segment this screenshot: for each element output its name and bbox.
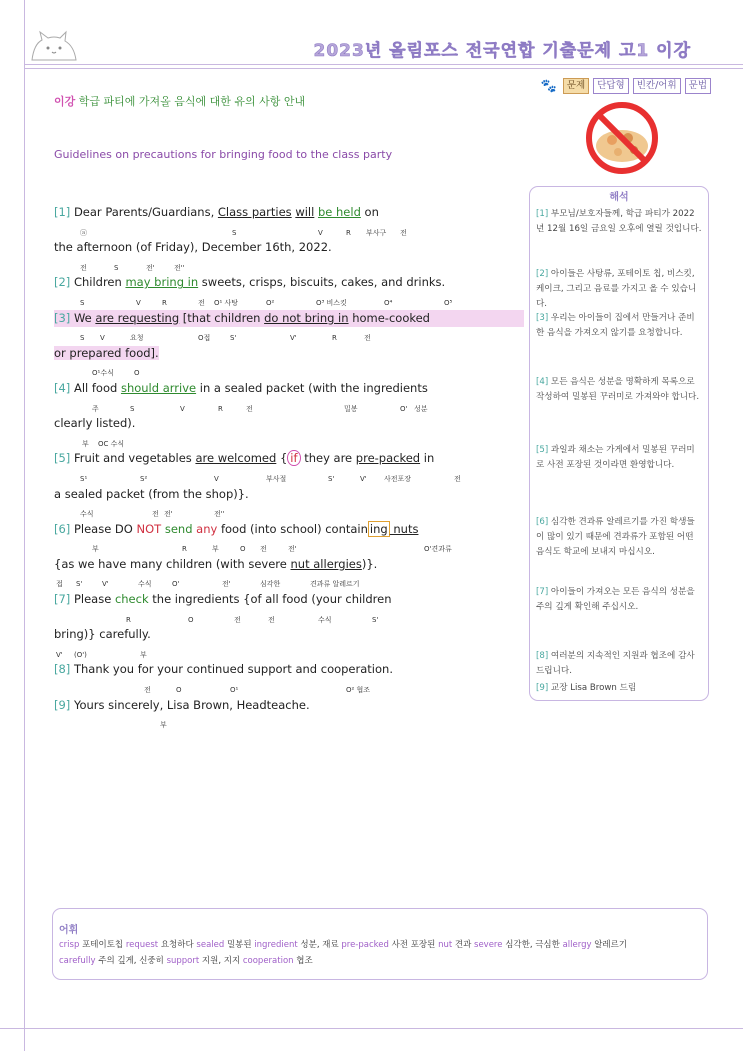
- gloss: 전': [146, 263, 155, 272]
- vocab-word: carefully: [59, 956, 96, 966]
- gloss: 전: [364, 334, 371, 343]
- vocab-meaning: 요청하다: [160, 940, 194, 950]
- translation-item: [536, 515, 702, 560]
- translation-item: [536, 375, 702, 405]
- sentence-6: [54, 521, 524, 539]
- vocab-word: support: [166, 956, 200, 966]
- text: the ingredients {of all food (your children: [148, 592, 392, 607]
- text: We: [73, 310, 96, 325]
- vocab-meaning: 밀봉된: [226, 940, 252, 950]
- gloss-5: [54, 468, 524, 486]
- text: they are: [300, 451, 356, 466]
- vocab-meaning: 알레르기: [594, 940, 628, 950]
- translation-text: 과일과 채소는 가게에서 밀봉된 꾸러미로 사전 포장된 것이라면 환영합니다.: [536, 445, 695, 470]
- text: will: [295, 205, 315, 219]
- vocab-meaning: 심각한, 극심한: [505, 940, 560, 950]
- text: food (into school) contain: [217, 521, 368, 536]
- translation-item: [536, 649, 702, 679]
- gloss: V': [360, 474, 367, 483]
- gloss: O⁵: [444, 298, 453, 307]
- gloss: 전: [234, 615, 241, 624]
- tab-blank-vocab[interactable]: 빈칸/어휘: [633, 78, 681, 94]
- gloss: 부사절: [266, 474, 287, 483]
- no-food-icon: [582, 98, 662, 178]
- tab-short-answer[interactable]: 단답형: [593, 78, 629, 94]
- gloss: O': [172, 580, 180, 589]
- gloss: 전: [454, 474, 461, 483]
- translation-text: 모든 음식은 성분을 명확하게 목록으로 작성하여 밀봉된 꾸러미로 가져와야 합니다.: [536, 377, 700, 402]
- vocab-meaning: 협조: [296, 956, 313, 966]
- translation-number: [8]: [536, 651, 549, 661]
- gloss: 심각한: [260, 580, 281, 589]
- translation-item: [536, 207, 702, 237]
- gloss: V': [102, 580, 109, 589]
- text: Yours sincerely, Lisa Brown, Headteache.: [73, 697, 310, 712]
- text: {: [276, 451, 288, 466]
- gloss: V: [318, 228, 323, 237]
- gloss-3: [54, 327, 524, 345]
- translation-number: [4]: [536, 377, 549, 387]
- text: sweets, crisps, biscuits, cakes, and drinks.: [198, 275, 446, 290]
- translation-number: [9]: [536, 683, 549, 693]
- vocab-word: pre-packed: [341, 940, 389, 950]
- sentence-5: [54, 450, 524, 468]
- translation-number: [2]: [536, 269, 549, 279]
- sentence-1: [54, 204, 524, 222]
- gloss: S: [130, 404, 135, 413]
- gloss: ⓐ: [80, 228, 87, 237]
- vocab-word: allergy: [562, 940, 592, 950]
- translation-number: [7]: [536, 587, 549, 597]
- page-header-title: 2023년 올림포스 전국연합 기출문제 고1 이강: [313, 41, 691, 61]
- gloss: S¹: [80, 474, 88, 483]
- gloss: R: [218, 404, 223, 413]
- gloss-7: [54, 609, 524, 627]
- translation-text: 우리는 아이들이 집에서 만들거나 준비한 음식을 가져오지 않기를 요청합니다.: [536, 313, 695, 338]
- text: Please: [73, 592, 115, 607]
- gloss: 부: [160, 721, 167, 730]
- translation-item: [536, 585, 702, 615]
- gloss: R: [126, 615, 131, 624]
- frame-left-line: [24, 0, 25, 1051]
- gloss: 전: [80, 263, 87, 272]
- gloss: 부: [92, 545, 99, 554]
- gloss: R: [162, 298, 167, 307]
- gloss: 전: [400, 228, 407, 237]
- gloss: 전': [164, 510, 173, 519]
- gloss: 전'': [174, 263, 185, 272]
- gloss: 밀봉: [344, 404, 358, 413]
- text: nuts: [389, 521, 419, 536]
- text: home-cooked: [348, 310, 430, 325]
- translation-text: 아이들이 가져오는 모든 음식의 성분을 주의 깊게 확인해 주십시오.: [536, 587, 695, 612]
- tab-bar: [541, 78, 711, 94]
- gloss: S: [114, 263, 119, 272]
- text: NOT: [136, 521, 162, 536]
- vocab-word: sealed: [196, 940, 225, 950]
- gloss: O: [176, 686, 182, 695]
- translation-item: [536, 311, 702, 341]
- gloss: V': [56, 650, 63, 659]
- title-english: Guidelines on precautions for bringing food to the class party: [54, 148, 393, 161]
- vocab-word: crisp: [59, 940, 80, 950]
- sentence-number: [8]: [54, 662, 71, 677]
- text: do not bring in: [264, 310, 349, 325]
- gloss: 수식: [80, 510, 94, 519]
- sentence-number: [7]: [54, 592, 71, 607]
- tab-grammar[interactable]: 문법: [685, 78, 711, 94]
- text: Class parties: [217, 205, 292, 219]
- gloss: 전': [288, 545, 297, 554]
- translation-heading: 해석: [609, 192, 629, 203]
- text: Fruit and vegetables: [73, 451, 196, 466]
- gloss: O³ 비스킷: [316, 298, 347, 307]
- text: be held: [317, 205, 361, 219]
- passage-body: [54, 204, 524, 732]
- vocabulary-list: [59, 937, 701, 969]
- gloss: O접: [198, 334, 211, 343]
- gloss: 전': [222, 580, 231, 589]
- gloss: 접: [56, 580, 63, 589]
- gloss-4: [54, 398, 524, 416]
- text: pre-packed: [355, 451, 421, 466]
- vocab-word: request: [125, 940, 159, 950]
- vocab-word: cooperation: [242, 956, 294, 966]
- gloss: 사전포장: [384, 474, 412, 483]
- sentence-number: [5]: [54, 451, 71, 466]
- gloss: S²: [140, 474, 148, 483]
- gloss: 전: [198, 298, 205, 307]
- translation-item: [536, 267, 702, 312]
- text: )}.: [361, 556, 378, 571]
- gloss: 전'': [214, 510, 225, 519]
- gloss: 수식: [318, 615, 332, 624]
- title-korean: [54, 93, 305, 109]
- vocab-meaning: 사전 포장된: [391, 940, 436, 950]
- translation-number: [1]: [536, 209, 549, 219]
- sentence-7: [54, 591, 524, 609]
- gloss-6: [54, 538, 524, 556]
- title-prefix: 이강: [54, 95, 76, 108]
- gloss-7b: [54, 644, 524, 662]
- translation-text: 아이들은 사탕류, 포테이토 칩, 비스킷, 케이크, 그리고 음료를 가지고 올 수 있습니다.: [536, 269, 697, 309]
- text: are requesting: [95, 310, 180, 325]
- gloss: O: [134, 369, 140, 378]
- gloss: 부사구: [366, 228, 387, 237]
- gloss: O: [240, 545, 246, 554]
- gloss-1: [54, 222, 524, 240]
- text: Dear Parents/Guardians,: [73, 205, 218, 219]
- gloss: 견과류 알레르기: [310, 580, 360, 589]
- translation-panel: [529, 186, 709, 701]
- gloss: 부: [212, 545, 219, 554]
- gloss: O'견과류: [424, 545, 452, 554]
- header-divider-2: [24, 68, 743, 69]
- translation-text: 여러분의 지속적인 지원과 협조에 감사드립니다.: [536, 651, 695, 676]
- text: nut allergies: [290, 556, 362, 571]
- text: if: [287, 450, 300, 466]
- translation-text: 부모님/보호자들께, 학급 파티가 2022년 12월 16일 금요일 오후에 열릴 것입니다.: [536, 209, 702, 234]
- translation-number: [5]: [536, 445, 549, 455]
- gloss: V: [214, 474, 219, 483]
- gloss: R: [182, 545, 187, 554]
- gloss: S: [80, 298, 85, 307]
- sentence-number: [2]: [54, 275, 71, 290]
- gloss-8: [54, 679, 524, 697]
- gloss-5b: [54, 503, 524, 521]
- text: are welcomed: [195, 451, 277, 466]
- gloss-1b: [54, 257, 524, 275]
- gloss: S': [372, 615, 379, 624]
- gloss-3b: [54, 362, 524, 380]
- text: should arrive: [120, 380, 197, 395]
- vocab-meaning: 주의 깊게, 신중히: [98, 956, 164, 966]
- text: in a sealed packet (with the ingredients: [196, 380, 428, 395]
- translation-item: [536, 681, 702, 696]
- sentence-1b: the afternoon (of Friday), December 16th, 2022.: [54, 240, 332, 255]
- gloss: R: [346, 228, 351, 237]
- gloss: O: [188, 615, 194, 624]
- gloss: S': [230, 334, 237, 343]
- sentence-4: [54, 380, 524, 398]
- gloss: 요청: [130, 334, 144, 343]
- header-divider: [24, 64, 743, 65]
- gloss: 전: [246, 404, 253, 413]
- gloss: (O'): [74, 650, 87, 659]
- sentence-number: [6]: [54, 521, 71, 536]
- text: check: [114, 592, 149, 607]
- gloss: O² 협조: [346, 686, 371, 695]
- vocab-word: nut: [438, 940, 453, 950]
- text: in: [420, 451, 435, 466]
- tab-problem[interactable]: 문제: [563, 78, 589, 94]
- gloss: 전: [268, 615, 275, 624]
- vocab-meaning: 견과: [454, 940, 472, 950]
- title-korean-text: 학급 파티에 가져올 음식에 대한 유의 사항 안내: [78, 95, 306, 108]
- vocab-meaning: 지원, 지지: [201, 956, 241, 966]
- sentence-4b: clearly listed).: [54, 416, 136, 431]
- gloss-6b: [54, 573, 524, 591]
- gloss: O¹수식: [92, 369, 114, 378]
- sentence-number: [9]: [54, 697, 71, 712]
- paw-icon: 🐾: [540, 78, 557, 94]
- translation-text: 심각한 견과류 알레르기를 가진 학생들이 많이 있기 때문에 견과류가 포함된 어떤 음식도 학교에 보내지 마십시오.: [536, 517, 695, 557]
- gloss-4b: [54, 433, 524, 451]
- vocabulary-heading: 어휘: [59, 925, 79, 936]
- text: Children: [73, 275, 126, 290]
- gloss: V: [100, 334, 105, 343]
- gloss: OC 수식: [98, 439, 125, 448]
- text: {as we have many children (with severe: [54, 556, 291, 571]
- gloss: O¹: [230, 686, 239, 695]
- gloss: 전: [152, 510, 159, 519]
- sentence-5b: a sealed packet (from the shop)}.: [54, 486, 249, 501]
- text: on: [360, 205, 379, 219]
- gloss: 부: [140, 650, 147, 659]
- sentence-7b: bring)} carefully.: [54, 627, 151, 642]
- sentence-3b: [54, 345, 524, 363]
- gloss: O⁴: [384, 298, 393, 307]
- translation-item: [536, 443, 702, 473]
- gloss-2: [54, 292, 524, 310]
- vocab-meaning: 성분, 재료: [300, 940, 339, 950]
- sentence-number: [3]: [54, 310, 71, 325]
- text: ing: [369, 521, 388, 536]
- vocabulary-panel: [52, 908, 708, 980]
- cat-mascot-icon: [28, 30, 82, 62]
- gloss: S': [328, 474, 335, 483]
- sentence-number: [4]: [54, 380, 71, 395]
- text: Please DO: [73, 521, 137, 536]
- sentence-8: [54, 661, 524, 679]
- translation-text: 교장 Lisa Brown 드림: [550, 683, 637, 693]
- text: All food: [73, 380, 121, 395]
- vocab-word: ingredient: [254, 940, 298, 950]
- vocab-meaning: 포테이토칩: [82, 940, 124, 950]
- text: Thank you for your continued support and cooperation.: [73, 662, 393, 677]
- gloss-9: [54, 714, 524, 732]
- gloss: S: [232, 228, 237, 237]
- gloss: V': [290, 334, 297, 343]
- translation-number: [3]: [536, 313, 549, 323]
- translation-number: [6]: [536, 517, 549, 527]
- gloss: 전: [260, 545, 267, 554]
- gloss: S: [80, 334, 85, 343]
- sentence-2: [54, 274, 524, 292]
- gloss: O²: [266, 298, 275, 307]
- gloss: S': [76, 580, 83, 589]
- gloss: R: [332, 334, 337, 343]
- text: [that children: [179, 310, 265, 325]
- text: may bring in: [125, 275, 199, 290]
- gloss: 주: [92, 404, 99, 413]
- sentence-3: [54, 310, 524, 328]
- gloss: 수식: [138, 580, 152, 589]
- gloss: 성분: [414, 404, 428, 413]
- gloss: V: [180, 404, 185, 413]
- sentence-9: [54, 697, 524, 715]
- gloss: 전: [144, 686, 151, 695]
- text: any: [196, 521, 218, 536]
- gloss: V: [136, 298, 141, 307]
- vocab-word: severe: [474, 940, 503, 950]
- gloss: O': [400, 404, 408, 413]
- text: or prepared food].: [54, 345, 159, 360]
- gloss: 부: [82, 439, 89, 448]
- footer-divider: [0, 1028, 743, 1029]
- sentence-number: [1]: [54, 205, 71, 219]
- text: send: [164, 521, 193, 536]
- gloss: O¹ 사탕: [214, 298, 239, 307]
